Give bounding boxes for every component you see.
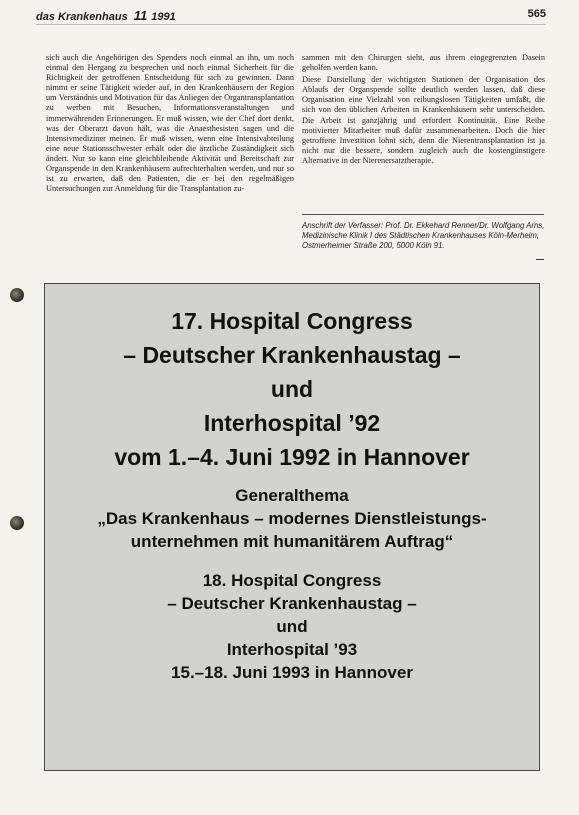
- next-congress-date: 15.–18. Juni 1993 in Hannover: [171, 663, 413, 682]
- body-paragraph: sich auch die Angehörigen des Spenders noch einmal an ihn, um noch einmal den Hergang zu besprechen und noch einmal Sicherheit für die Richtigkeit der getroffenen Entscheidung für sich zu gewinnen. Dann nimmt er seine Tätigkeit wieder auf, in den Krankenhäusern der Region um Verständnis und Motivation für das Anliegen der Organtransplantation zu werben mit Besuchen, Informationsveranstaltungen und immerwährenden Erinnerungen. Er muß wissen, wie der Chef dort denkt, was der Oberarzt davon hält, was die Anaesthesisten sagen und die Intensivmediziner meinen. Er muß wissen, wenn eine Intensivabteilung eine neue Stationsschwester erhält oder die ärztliche Zuständigkeit sich ändert. Nur so kann eine gleichbleibende Aktivität und Bereitschaft zur Organspende in den Krankenhäusern aufrechterhalten werden, und nur so ist zu erwarten, daß den Patienten, die er bei den regelmäßigen Untersuchungen zur Anmeldung für die Transplantation zu-: [46, 53, 294, 194]
- issue-number: 11: [133, 8, 148, 23]
- next-congress-title: 18. Hospital Congress: [202, 571, 382, 590]
- punch-hole-icon: [10, 516, 24, 530]
- journal-name: das Krankenhaus: [36, 11, 128, 23]
- announcement-event: Interhospital ’92: [203, 410, 381, 436]
- body-paragraph: sammen mit den Chirurgen sieht, aus ihrem eingegrenzten Dasein geholfen werden kann.: [302, 53, 545, 73]
- next-congress-subtitle: – Deutscher Krankenhaustag –: [167, 594, 417, 613]
- journal-title: [36, 8, 176, 23]
- author-address: Anschrift der Verfasser: Prof. Dr. Ekkehard Renner/Dr. Wolfgang Arns, Medizinische Klinik I des Städtischen Krankenhauses Köln-Merheim, Ostmerheimer Straße 200, 5000 Köln 91.: [302, 221, 545, 250]
- issue-year: 1991: [151, 11, 176, 23]
- punch-hole-icon: [10, 288, 24, 302]
- header-divider: [36, 24, 546, 25]
- theme-line: unternehmen mit humanitärem Auftrag“: [130, 532, 454, 551]
- announcement-title: 17. Hospital Congress: [171, 308, 413, 334]
- next-congress-conjunction: und: [276, 617, 308, 636]
- announcement-date: vom 1.–4. Juni 1992 in Hannover: [114, 444, 470, 470]
- congress-announcement-box: [44, 283, 540, 771]
- page-number: 565: [527, 8, 546, 20]
- right-text-column: [302, 53, 545, 168]
- left-text-column: [46, 53, 294, 196]
- theme-label: Generalthema: [235, 486, 349, 505]
- announcement-subtitle: – Deutscher Krankenhaustag –: [123, 342, 461, 368]
- page-header: [36, 8, 546, 24]
- announcement-conjunction: und: [270, 376, 314, 402]
- body-paragraph: Diese Darstellung der wichtigsten Stationen der Organisation des Ablaufs der Organspende sollte deutlich werden lassen, daß diese Organisation eine Vielzahl von reibungslosen Tätigkeiten umfaßt, die sich von den üblichen Arbeiten in Krankenhäusern sehr unterscheiden. Die Arbeit ist ganzjährig und erfordert Kontinuität. Eine Reihe motivierter Mitarbeiter muß dafür zusammenarbeiten. Doch die hier getroffene Investition lohnt sich, denn die Nierentransplantation ist ja nicht nur die bessere, sondern zugleich auch die kostengünstigere Alternative in der Nierenersatztherapie.: [302, 75, 545, 165]
- theme-line: „Das Krankenhaus – modernes Dienstleistungs-: [97, 509, 487, 528]
- next-congress-event: Interhospital ’93: [226, 640, 358, 659]
- author-divider: [302, 214, 544, 215]
- announcement-content: [45, 304, 539, 684]
- end-mark: [536, 259, 544, 260]
